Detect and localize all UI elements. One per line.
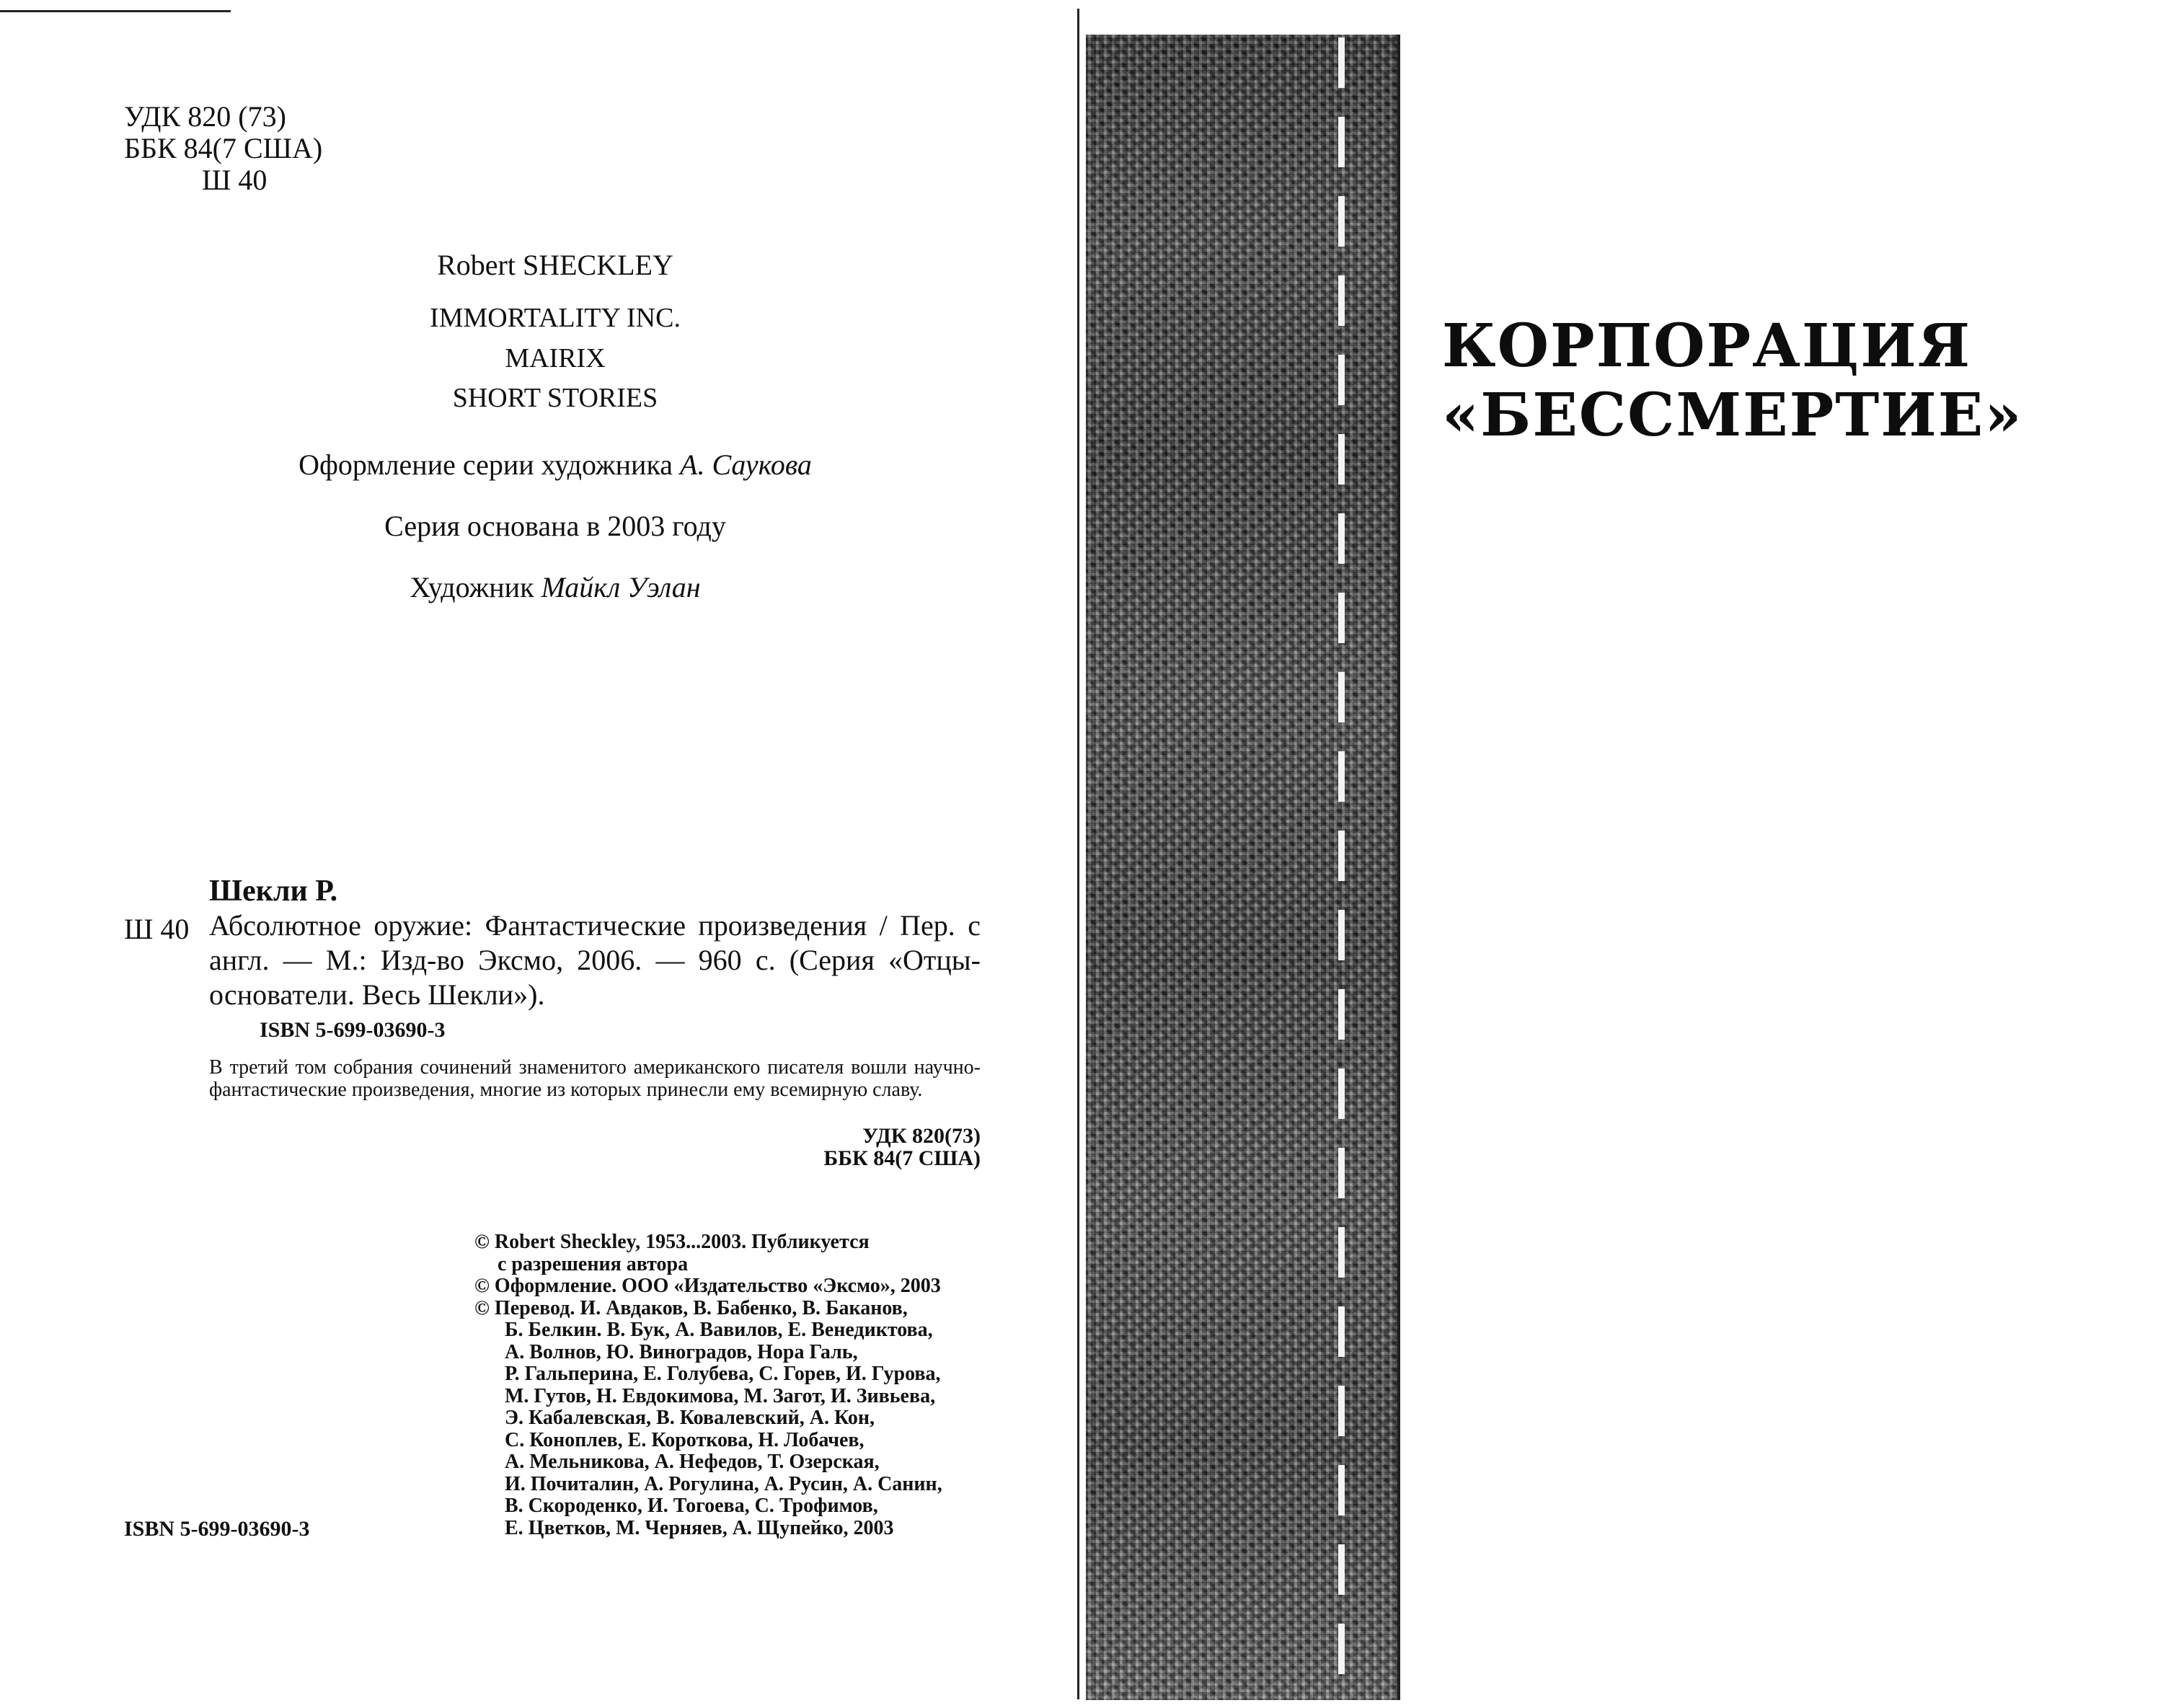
bbk-code: ББК 84(7 США): [124, 132, 323, 164]
original-title-2: MAIRIX: [505, 343, 606, 373]
card-annotation: В третий том собрания сочинений знаменитого американского писателя вошли научно-фантастические произведения, многие из которых принесли ему всемирную славу.: [209, 1056, 981, 1101]
cover-art-strip: [1086, 35, 1399, 1700]
copyright-line: Э. Кабалевская, В. Ковалевский, А. Кон,: [505, 1407, 875, 1429]
copyright-line: Б. Белкин. В. Бук, А. Вавилов, Е. Венедиктова,: [505, 1319, 933, 1341]
author-mark: Ш 40: [202, 164, 267, 196]
copyright-line: Е. Цветков, М. Черняев, А. Щупейко, 2003: [505, 1516, 894, 1539]
artist-prefix: Художник: [410, 571, 541, 603]
road-center-dashes: [1338, 37, 1345, 1689]
card-udk-line: УДК 820(73): [862, 1124, 981, 1148]
copyright-line: © Оформление. ООО «Издательство «Эксмо», 2003: [474, 1275, 941, 1297]
original-title-3: SHORT STORIES: [452, 383, 658, 413]
copyright-line: В. Скороденко, И. Тогоева, С. Трофимов,: [505, 1495, 878, 1517]
copyright-line: Р. Гальперина, Е. Голубева, С. Горев, И. Гурова,: [505, 1363, 941, 1385]
copyright-line: А. Волнов, Ю. Виноградов, Нора Галь,: [505, 1340, 858, 1363]
page-gutter-line: [1077, 9, 1079, 1699]
cover-strip-edge: [1397, 35, 1400, 1700]
book-title-line-2: «БЕССМЕРТИЕ»: [1442, 381, 2023, 450]
card-isbn: ISBN 5-699-03690-3: [260, 1018, 446, 1042]
copyright-line: А. Мельникова, А. Нефедов, Т. Озерская,: [505, 1451, 880, 1473]
card-udk: [764, 1125, 981, 1169]
series-founded: Серия основана в 2003 году: [384, 510, 726, 542]
original-author: Robert SHECKLEY: [437, 249, 673, 281]
copyright-line: М. Гутов, Н. Евдокимова, М. Загот, И. Зивьева,: [505, 1384, 936, 1407]
copyright-line: с разрешения автора: [498, 1252, 689, 1275]
copyright-line: С. Коноплев, Е. Короткова, Н. Лобачев,: [505, 1428, 865, 1451]
book-title: [1442, 311, 2023, 450]
artist-name: Майкл Уэлан: [541, 571, 701, 603]
series-design-name: А. Саукова: [680, 448, 812, 481]
original-title-1: IMMORTALITY INC.: [430, 303, 681, 333]
artist-line: [267, 573, 844, 602]
udk-code: УДК 820 (73): [124, 100, 286, 133]
series-design-prefix: Оформление серии художника: [299, 448, 681, 481]
isbn-bottom: ISBN 5-699-03690-3: [124, 1517, 310, 1541]
copyright-line: © Robert Sheckley, 1953...2003. Публикуется: [474, 1231, 870, 1253]
copyright-line: © Перевод. И. Авдаков, В. Бабенко, В. Баканов,: [474, 1296, 908, 1319]
top-rule: [0, 10, 231, 12]
card-description: Абсолютное оружие: Фантастические произведения / Пер. с англ. — М.: Изд-во Эксмо, 2006. — 960 с. (Серия «Отцы-основатели. Весь Шекли»).: [209, 909, 981, 1011]
card-bbk-line: ББК 84(7 США): [823, 1146, 981, 1170]
card-author: Шекли Р.: [209, 875, 338, 908]
book-title-line-1: КОРПОРАЦИЯ: [1442, 311, 1972, 381]
copyright-line: И. Почиталин, А. Рогулина, А. Русин, А. Санин,: [505, 1472, 942, 1495]
copyright-block: [474, 1231, 942, 1539]
card-code: Ш 40: [124, 913, 190, 945]
udk-header: [124, 101, 322, 196]
series-design-line: [267, 448, 844, 481]
